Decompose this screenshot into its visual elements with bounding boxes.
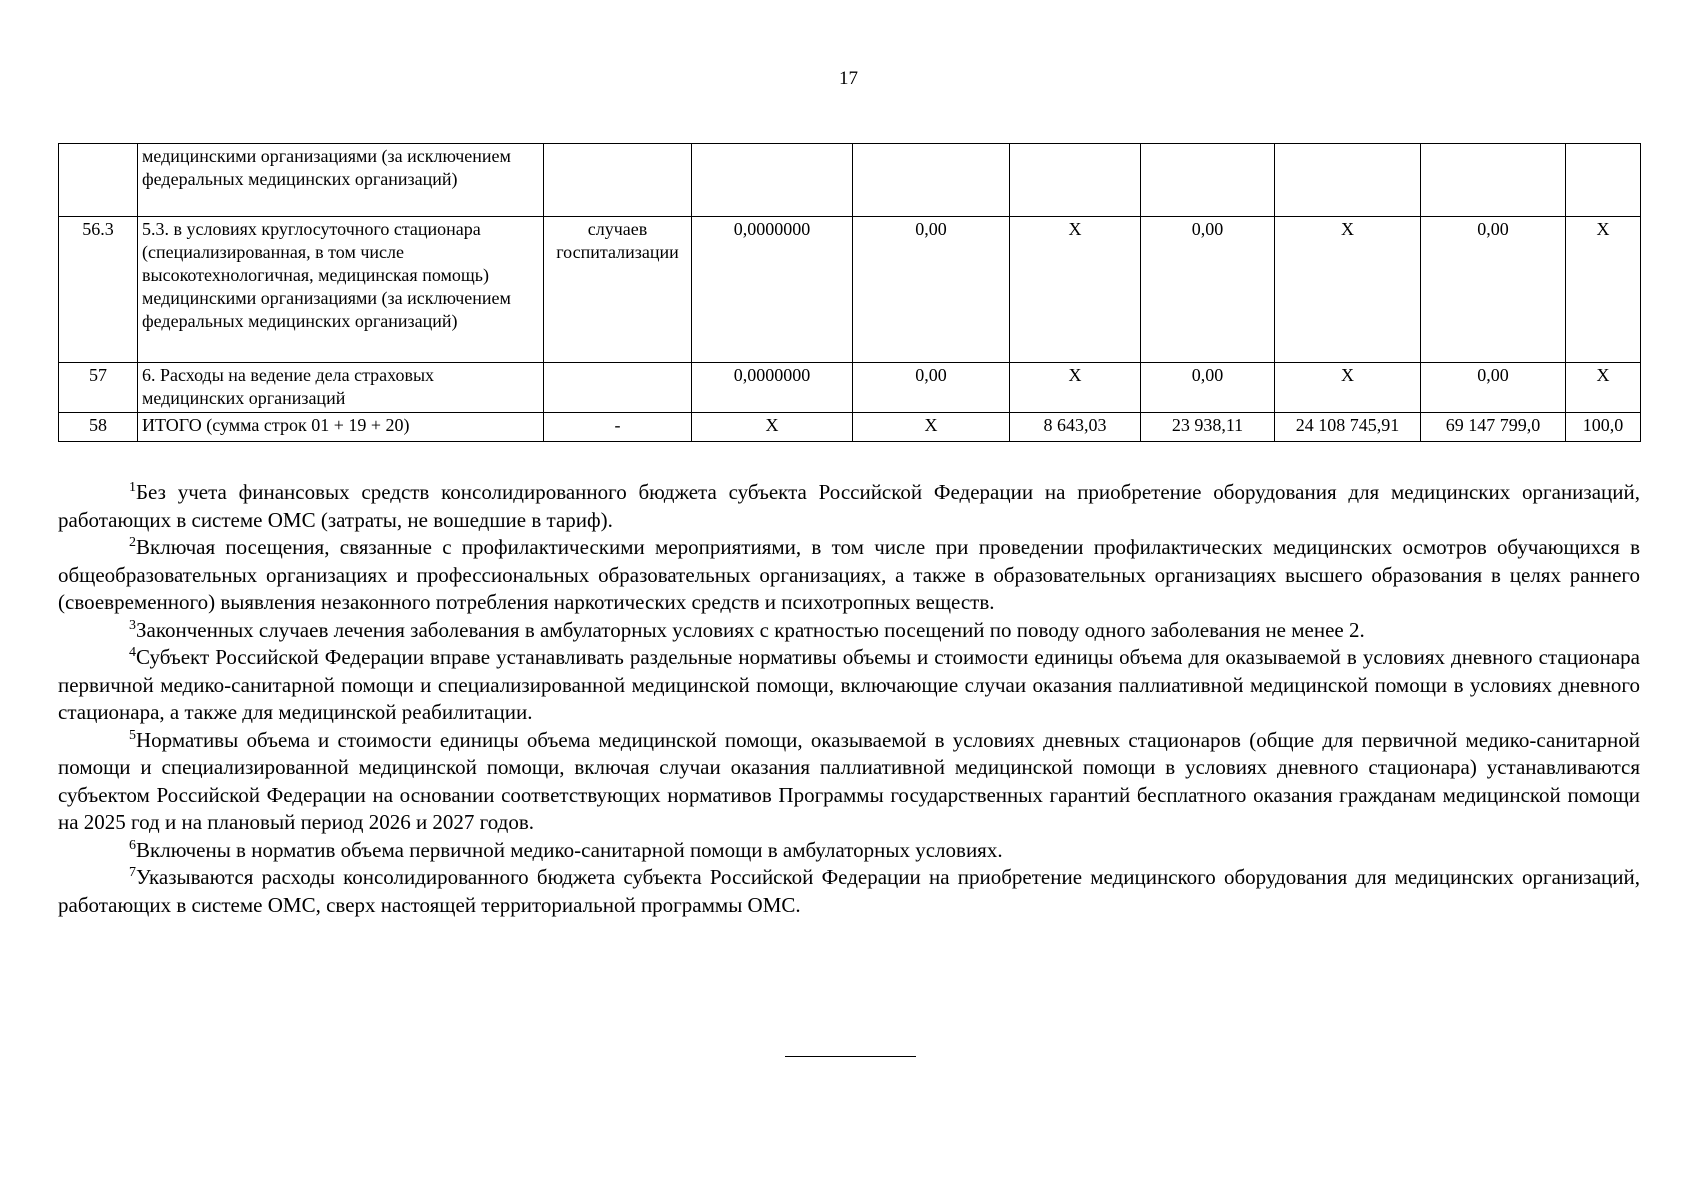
row-unit <box>544 363 692 413</box>
cell-per-capita-oms: 23 938,11 <box>1141 413 1275 442</box>
row-number <box>59 144 138 217</box>
footnote-mark: 2 <box>129 535 136 550</box>
row-description: 6. Расходы на ведение дела страховых медицинских организаций <box>138 363 544 413</box>
row-number: 56.3 <box>59 217 138 363</box>
table-row <box>59 144 1641 217</box>
cell-per-capita-budget: X <box>1010 217 1141 363</box>
cell-unit-cost: 0,00 <box>853 363 1010 413</box>
footnote-text: Включены в норматив объема первичной медико-санитарной помощи в амбулаторных условиях. <box>136 837 1003 862</box>
cell-total-budget: X <box>1275 217 1421 363</box>
cell-total-oms: 0,00 <box>1421 363 1566 413</box>
cell-total-oms <box>1421 144 1566 217</box>
page-number: 17 <box>839 68 858 89</box>
footnote-text: Нормативы объема и стоимости единицы объема медицинской помощи, оказываемой в условиях дневных стационаров (общие для первичной медико-санитарной помощи и специализированной медицинской помощи, включая случаи оказания паллиативной медицинской помощи в условиях дневного стационара) устанавливаются субъектом Российской Федерации на основании соответствующих нормативов Программы государственных гарантий бесплатного оказания гражданам медицинской помощи на 2025 год и на плановый период 2026 и 2027 годов. <box>58 727 1640 834</box>
row-description: ИТОГО (сумма строк 01 + 19 + 20) <box>138 413 544 442</box>
row-unit: случаев госпитализации <box>544 217 692 363</box>
cell-total-budget: X <box>1275 363 1421 413</box>
footnote <box>58 727 1640 837</box>
cell-per-capita-oms <box>1141 144 1275 217</box>
footnote <box>58 617 1640 645</box>
cell-percent: 100,0 <box>1566 413 1641 442</box>
row-description: 5.3. в условиях круглосуточного стационара (специализированная, в том числе высокотехнологичная, медицинская помощь) медицинскими организациями (за исключением федеральных медицинских организаций) <box>138 217 544 363</box>
table-row <box>59 363 1641 413</box>
cell-unit-cost: 0,00 <box>853 217 1010 363</box>
cell-total-budget <box>1275 144 1421 217</box>
footnote-text: Указываются расходы консолидированного бюджета субъекта Российской Федерации на приобретение медицинского оборудования для медицинских организаций, работающих в системе ОМС, сверх настоящей территориальной программы ОМС. <box>58 865 1640 917</box>
footnote <box>58 837 1640 865</box>
cell-percent: X <box>1566 363 1641 413</box>
table-row <box>59 217 1641 363</box>
footnote-text: Законченных случаев лечения заболевания в амбулаторных условиях с кратностью посещений по поводу одного заболевания не менее 2. <box>136 617 1365 642</box>
cell-volume-norm <box>692 144 853 217</box>
cell-per-capita-oms: 0,00 <box>1141 363 1275 413</box>
footnote-mark: 4 <box>129 645 136 660</box>
cell-per-capita-budget: X <box>1010 363 1141 413</box>
footnote <box>58 644 1640 727</box>
footnote-mark: 1 <box>129 480 136 495</box>
footnote-mark: 7 <box>129 865 136 880</box>
footnotes <box>58 479 1640 919</box>
end-of-document-line <box>785 1056 916 1057</box>
cell-per-capita-oms: 0,00 <box>1141 217 1275 363</box>
footnote-mark: 6 <box>129 837 136 853</box>
row-unit: - <box>544 413 692 442</box>
cell-unit-cost: X <box>853 413 1010 442</box>
footnote-text: Без учета финансовых средств консолидированного бюджета субъекта Российской Федерации на приобретение оборудования для медицинских организаций, работающих в системе ОМС (затраты, не вошедшие в тариф). <box>58 480 1640 532</box>
table-row-total <box>59 413 1641 442</box>
row-number: 57 <box>59 363 138 413</box>
cell-total-oms: 0,00 <box>1421 217 1566 363</box>
cell-per-capita-budget: 8 643,03 <box>1010 413 1141 442</box>
row-unit <box>544 144 692 217</box>
cell-unit-cost <box>853 144 1010 217</box>
footnote-mark: 5 <box>129 727 136 743</box>
footnote-mark: 3 <box>129 617 136 633</box>
cell-percent <box>1566 144 1641 217</box>
cell-total-oms: 69 147 799,0 <box>1421 413 1566 442</box>
financing-table <box>58 143 1641 442</box>
footnote <box>58 534 1640 617</box>
footnote <box>58 864 1640 919</box>
footnote-text: Субъект Российской Федерации вправе устанавливать раздельные нормативы объемы и стоимости единицы объема для оказываемой в условиях дневного стационара первичной медико-санитарной помощи и специализированной медицинской помощи, включающие случаи оказания паллиативной медицинской помощи в условиях дневного стационара, а также для медицинской реабилитации. <box>58 645 1640 724</box>
cell-total-budget: 24 108 745,91 <box>1275 413 1421 442</box>
row-number: 58 <box>59 413 138 442</box>
cell-per-capita-budget <box>1010 144 1141 217</box>
footnote-text: Включая посещения, связанные с профилактическими мероприятиями, в том числе при проведении профилактических медицинских осмотров обучающихся в общеобразовательных организациях и профессиональных образовательных организациях, а также в образовательных организациях высшего образования в целях раннего (своевременного) выявления незаконного потребления наркотических средств и психотропных веществ. <box>58 535 1640 614</box>
cell-volume-norm: X <box>692 413 853 442</box>
cell-volume-norm: 0,0000000 <box>692 363 853 413</box>
cell-percent: X <box>1566 217 1641 363</box>
footnote <box>58 479 1640 534</box>
cell-volume-norm: 0,0000000 <box>692 217 853 363</box>
row-description: медицинскими организациями (за исключением федеральных медицинских организаций) <box>138 144 544 217</box>
